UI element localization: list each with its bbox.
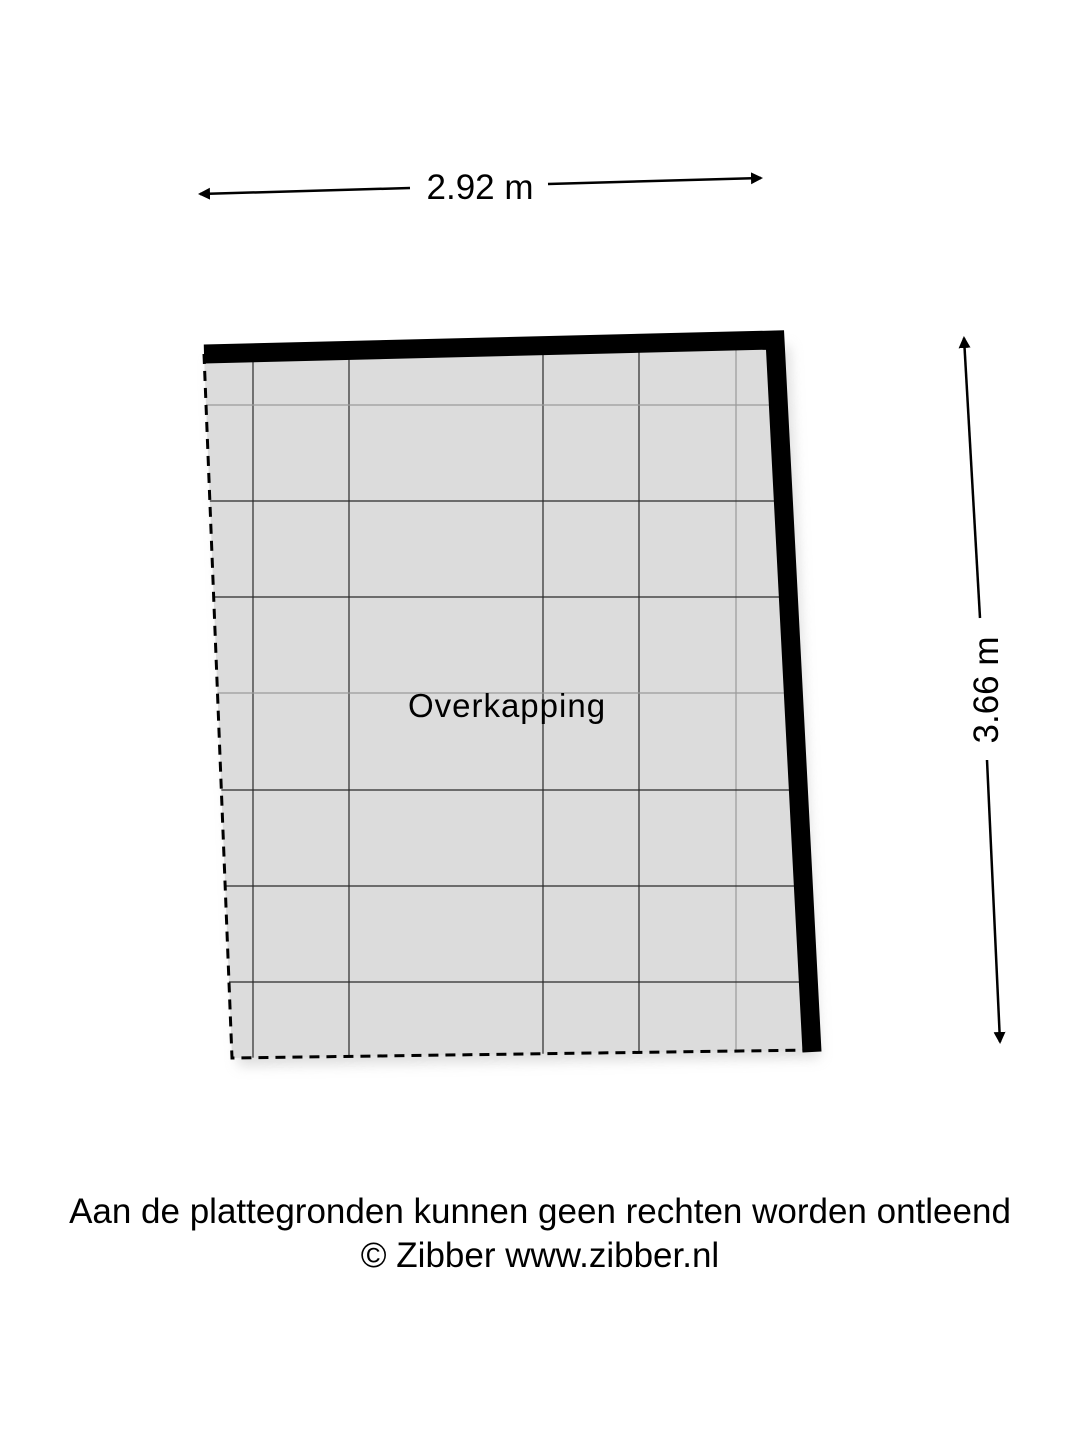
disclaimer-text: Aan de plattegronden kunnen geen rechten worden ontleend <box>69 1192 1011 1231</box>
dimension-arrow-left <box>200 188 410 194</box>
dimension-arrow-top <box>964 338 980 618</box>
height-dimension-label: 3.66 m <box>967 636 1006 744</box>
height-dimension <box>964 338 1006 1042</box>
width-dimension-label: 2.92 m <box>426 168 534 207</box>
width-dimension <box>200 168 761 207</box>
dimension-arrow-bottom <box>987 760 1000 1042</box>
copyright-text: © Zibber www.zibber.nl <box>360 1236 720 1275</box>
room-label: Overkapping <box>407 687 607 724</box>
dimension-arrow-right <box>548 178 761 184</box>
